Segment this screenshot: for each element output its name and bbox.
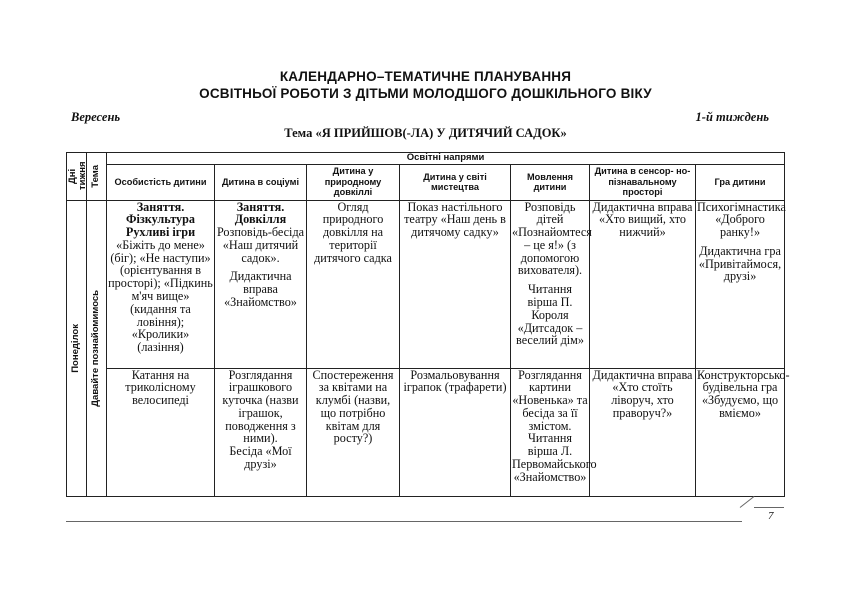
column-header-sensory: Дитина в сенсор- но-пізнавальному просторі <box>590 164 696 200</box>
theme-vertical-label: Давайте познайомимось <box>90 289 102 407</box>
cell-art: Розмальовування іграпок (трафарети) <box>400 368 511 497</box>
cell-text: Розглядання іграшкового куточка (назви іграшок, поводження з ними). <box>222 367 299 446</box>
cell-nature: Огляд природного довкілля на території дитячого садка <box>307 200 400 368</box>
week-label: 1-й тиждень <box>695 110 769 124</box>
header-row-sections <box>67 153 785 165</box>
cell-personality: Катання на триколісному велосипеді <box>107 368 215 497</box>
days-header <box>67 153 87 201</box>
cell-text: Бесіда «Мої друзі» <box>229 444 292 472</box>
column-header-play: Гра дитини <box>696 164 785 200</box>
cell-society <box>215 368 307 497</box>
table-row <box>67 200 785 368</box>
cell-sensory: Дидактична вправа «Хто вищий, хто нижчий» <box>590 200 696 368</box>
planning-table <box>66 152 790 497</box>
header-row-columns <box>67 164 785 200</box>
cell-title: Фізкультура <box>126 212 195 227</box>
cell-text: Дидактична гра «Привітаймося, друзі» <box>698 243 782 284</box>
cell-play: Конструкторсько-будівельна гра «Збудуємо, що вміємо» <box>696 368 785 497</box>
column-header-speech: Мовлення дитини <box>511 164 590 200</box>
page-title-line2: ОСВІТНЬОЇ РОБОТИ З ДІТЬМИ МОЛОДШОГО ДОШКІЛЬНОГО ВІКУ <box>199 86 652 101</box>
cell-speech <box>511 200 590 368</box>
cell-art: Показ настільного театру «Наш день в дитячому садку» <box>400 200 511 368</box>
column-header-nature: Дитина у природному довкіллі <box>307 164 400 200</box>
page-number: 7 <box>768 510 774 522</box>
table-row <box>67 368 785 497</box>
column-header-society: Дитина в соціумі <box>215 164 307 200</box>
theme-header-text: Тема <box>90 164 102 188</box>
cell-title: Заняття. <box>136 199 185 214</box>
cell-title: Рухливі ігри <box>125 225 196 240</box>
footer-divider-slant <box>740 496 755 508</box>
column-header-personality: Особистість дитини <box>107 164 215 200</box>
cell-title: Заняття. <box>236 199 285 214</box>
cell-personality <box>107 200 215 368</box>
cell-text: Розповідь-бесіда «Наш дитячий садок». <box>216 225 305 265</box>
theme-title: Тема «Я ПРИЙШОВ(-ЛА) У ДИТЯЧИЙ САДОК» <box>284 126 567 140</box>
theme-cell <box>87 200 107 497</box>
footer-divider-right <box>754 507 784 508</box>
cell-title: Довкілля <box>234 212 287 227</box>
month-label: Вересень <box>71 110 121 124</box>
cell-nature: Спостереження за квітами на клумбі (назви, що потрібно квітам для росту?) <box>307 368 400 497</box>
cell-play <box>696 200 785 368</box>
cell-text: Психогімнастика «Доброго ранку!» <box>697 199 786 240</box>
cell-text: Розповідь дітей «Познайомтеся – це я!» (з допомогою вихователя). <box>512 199 592 278</box>
cell-text: Дидактична вправа «Знайомство» <box>224 269 297 310</box>
days-header-text: Дні тижня <box>67 162 88 191</box>
cell-sensory: Дидактична вправа «Хто стоїть ліворуч, хто праворуч?» <box>590 368 696 497</box>
cell-society <box>215 200 307 368</box>
cell-text: «Біжіть до мене» (біг); «Не наступи» (орієнтування в просторі); «Підкинь м'яч вище» (кидання та ловіння); «Кролики» (лазіння) <box>108 237 213 355</box>
page-title-line1: КАЛЕНДАРНО–ТЕМАТИЧНЕ ПЛАНУВАННЯ <box>279 69 572 84</box>
day-cell <box>67 200 87 497</box>
cell-speech: Розглядання картини «Новенька» та бесіда за її змістом. Читання вірша Л. Первомайського «Знайомство» <box>511 368 590 497</box>
cell-text: Читання вірша П. Короля «Дитсадок – веселий дім» <box>516 282 584 348</box>
day-label: Понеділок <box>70 323 82 373</box>
footer-divider <box>66 521 742 522</box>
column-header-art: Дитина у світі мистецтва <box>400 164 511 200</box>
section-header: Освітні напрями <box>107 153 785 165</box>
